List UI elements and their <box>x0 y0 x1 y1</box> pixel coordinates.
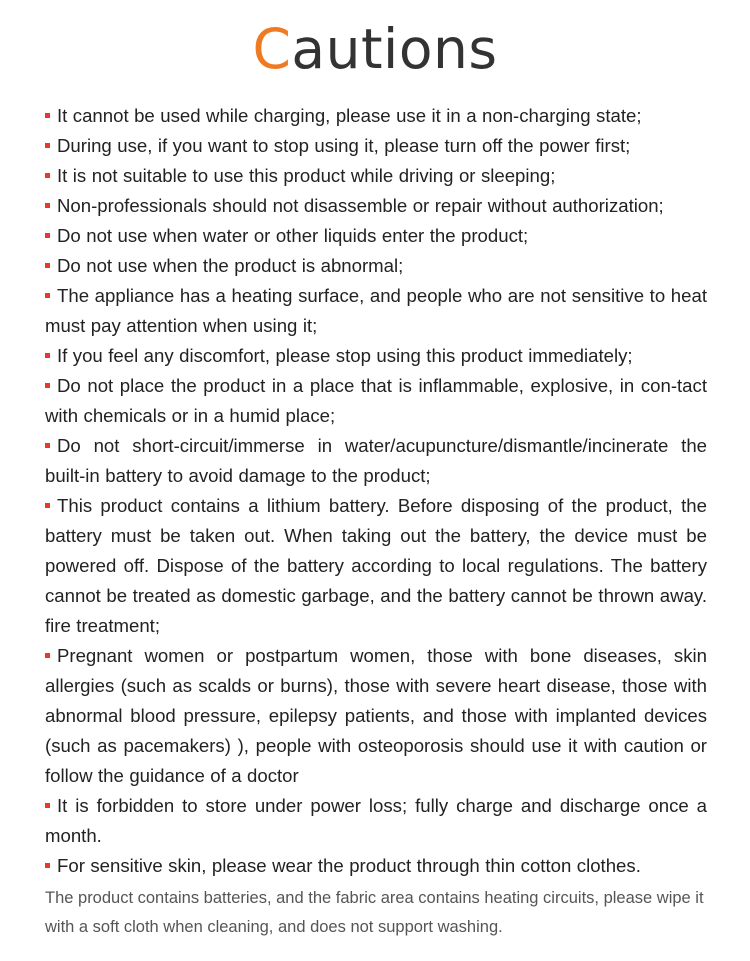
caution-text: If you feel any discomfort, please stop using this product immediately; <box>57 345 633 366</box>
caution-text: Non-professionals should not disassemble or repair without authorization; <box>57 195 664 216</box>
caution-text: Do not short-circuit/immerse in water/acupuncture/dismantle/incinerate the built-in battery to avoid damage to the product; <box>45 435 707 486</box>
bullet-square-icon <box>45 263 50 268</box>
caution-text: Do not place the product in a place that is inflammable, explosive, in con-tact with chemicals or in a humid place; <box>45 375 707 426</box>
caution-text: It is not suitable to use this product while driving or sleeping; <box>57 165 556 186</box>
caution-item <box>45 221 707 251</box>
title-accent-letter: C <box>252 17 292 81</box>
caution-item <box>45 431 707 491</box>
caution-text: Do not use when the product is abnormal; <box>57 255 404 276</box>
caution-item <box>45 341 707 371</box>
caution-item <box>45 161 707 191</box>
bullet-square-icon <box>45 863 50 868</box>
caution-text: For sensitive skin, please wear the product through thin cotton clothes. <box>57 855 641 876</box>
caution-item <box>45 491 707 641</box>
bullet-square-icon <box>45 503 50 508</box>
bullet-square-icon <box>45 803 50 808</box>
caution-item <box>45 641 707 791</box>
caution-item <box>45 281 707 341</box>
caution-item <box>45 251 707 281</box>
caution-item <box>45 101 707 131</box>
caution-item <box>45 191 707 221</box>
caution-text: During use, if you want to stop using it, please turn off the power first; <box>57 135 631 156</box>
cautions-list <box>45 101 707 881</box>
caution-item <box>45 371 707 431</box>
title-rest: autions <box>291 17 498 81</box>
bullet-square-icon <box>45 293 50 298</box>
caution-text: It is forbidden to store under power loss; fully charge and discharge once a month. <box>45 795 707 846</box>
caution-text: Do not use when water or other liquids enter the product; <box>57 225 529 246</box>
caution-text: It cannot be used while charging, please use it in a non-charging state; <box>57 105 642 126</box>
bullet-square-icon <box>45 233 50 238</box>
bullet-square-icon <box>45 113 50 118</box>
caution-text: The appliance has a heating surface, and people who are not sensitive to heat must pay attention when using it; <box>45 285 707 336</box>
bullet-square-icon <box>45 143 50 148</box>
caution-text: Pregnant women or postpartum women, those with bone diseases, skin allergies (such as scalds or burns), those with severe heart disease, those with abnormal blood pressure, epilepsy patients, and those with implanted devices (such as pacemakers) ), people with osteoporosis should use it with caution or follow the guidance of a doctor <box>45 645 707 786</box>
bullet-square-icon <box>45 203 50 208</box>
caution-text: This product contains a lithium battery. Before disposing of the product, the battery must be taken out. When taking out the battery, the device must be powered off. Dispose of the battery according to local regulations. The battery cannot be treated as domestic garbage, and the battery cannot be thrown away. fire treatment; <box>45 495 707 636</box>
caution-item <box>45 851 707 881</box>
bullet-square-icon <box>45 653 50 658</box>
bullet-square-icon <box>45 383 50 388</box>
bullet-square-icon <box>45 353 50 358</box>
caution-item <box>45 131 707 161</box>
caution-item <box>45 791 707 851</box>
page-title <box>0 18 750 80</box>
bullet-square-icon <box>45 443 50 448</box>
bullet-square-icon <box>45 173 50 178</box>
cleaning-note: The product contains batteries, and the fabric area contains heating circuits, please wipe it with a soft cloth when cleaning, and does not support washing. <box>45 889 704 936</box>
